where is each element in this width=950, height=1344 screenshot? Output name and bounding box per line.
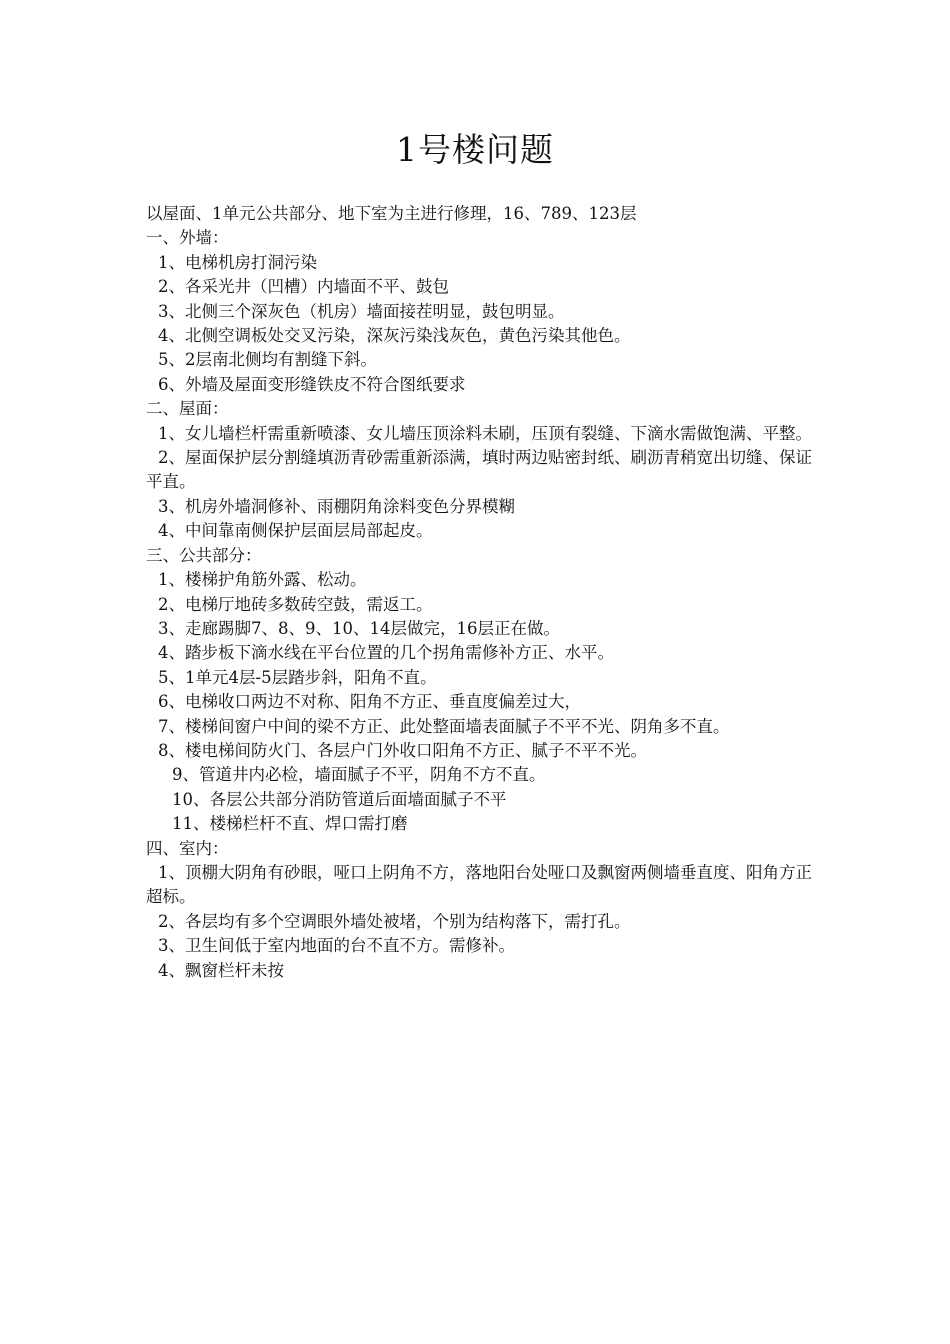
list-item: 3、走廊踢脚7、8、9、10、14层做完，16层正在做。 [158, 618, 560, 638]
intro-text: 以屋面、1单元公共部分、地下室为主进行修理，16、789、123层 [146, 204, 637, 223]
list-item: 8、楼电梯间防火门、各层户门外收口阳角不方正、腻子不平不光。 [158, 740, 647, 760]
list-item: 6、外墙及屋面变形缝铁皮不符合图纸要求 [158, 374, 466, 394]
list-item: 7、楼梯间窗户中间的梁不方正、此处整面墙表面腻子不平不光、阴角多不直。 [158, 716, 730, 736]
list-item: 1、楼梯护角筋外露、松动。 [158, 570, 367, 590]
list-item: 5、1单元4层-5层踏步斜，阳角不直。 [158, 667, 437, 687]
list-item: 2、各采光井（凹槽）内墙面不平、鼓包 [158, 277, 449, 297]
list-item: 3、北侧三个深灰色（机房）墙面接茬明显，鼓包明显。 [158, 301, 565, 321]
list-item: 1、顶棚大阴角有砂眼，哑口上阴角不方，落地阳台处哑口及飘窗两侧墙垂直度、阳角方正超标。 [146, 862, 812, 907]
document-body [146, 202, 826, 983]
section-heading-public-area: 三、公共部分： [146, 545, 262, 565]
list-item: 3、机房外墙洞修补、雨棚阴角涂料变色分界模糊 [158, 496, 515, 516]
list-item: 1、女儿墙栏杆需重新喷漆、女儿墙压顶涂料未刷，压顶有裂缝、下滴水需做饱满、平整。 [158, 423, 812, 443]
list-item: 4、北侧空调板处交叉污染，深灰污染浅灰色，黄色污染其他色。 [158, 326, 631, 346]
list-item: 2、电梯厅地砖多数砖空鼓，需返工。 [158, 594, 433, 614]
list-item: 2、屋面保护层分割缝填沥青砂需重新添满，填时两边贴密封纸、刷沥青稍宽出切缝、保证平直。 [146, 448, 812, 492]
list-item: 1、电梯机房打洞污染 [158, 252, 317, 272]
list-item: 3、卫生间低于室内地面的台不直不方。需修补。 [158, 936, 515, 956]
section-heading-exterior-wall: 一、外墙： [146, 228, 229, 248]
section-heading-roof: 二、屋面： [146, 399, 229, 419]
list-item: 11、楼梯栏杆不直、焊口需打磨 [172, 814, 408, 834]
list-item: 10、各层公共部分消防管道后面墙面腻子不平 [172, 789, 507, 809]
list-item: 4、踏步板下滴水线在平台位置的几个拐角需修补方正、水平。 [158, 643, 614, 663]
section-heading-interior: 四、室内： [146, 838, 229, 858]
list-item: 5、2层南北侧均有割缝下斜。 [158, 350, 377, 370]
list-item: 4、飘窗栏杆未按 [158, 960, 284, 980]
list-item: 6、电梯收口两边不对称、阳角不方正、垂直度偏差过大， [158, 692, 581, 712]
list-item: 4、中间靠南侧保护层面层局部起皮。 [158, 521, 433, 541]
list-item: 2、各层均有多个空调眼外墙处被堵，个别为结构落下，需打孔。 [158, 911, 631, 931]
page-title: 1号楼问题 [396, 130, 554, 169]
list-item: 9、管道井内必检，墙面腻子不平，阴角不方不直。 [172, 765, 546, 785]
